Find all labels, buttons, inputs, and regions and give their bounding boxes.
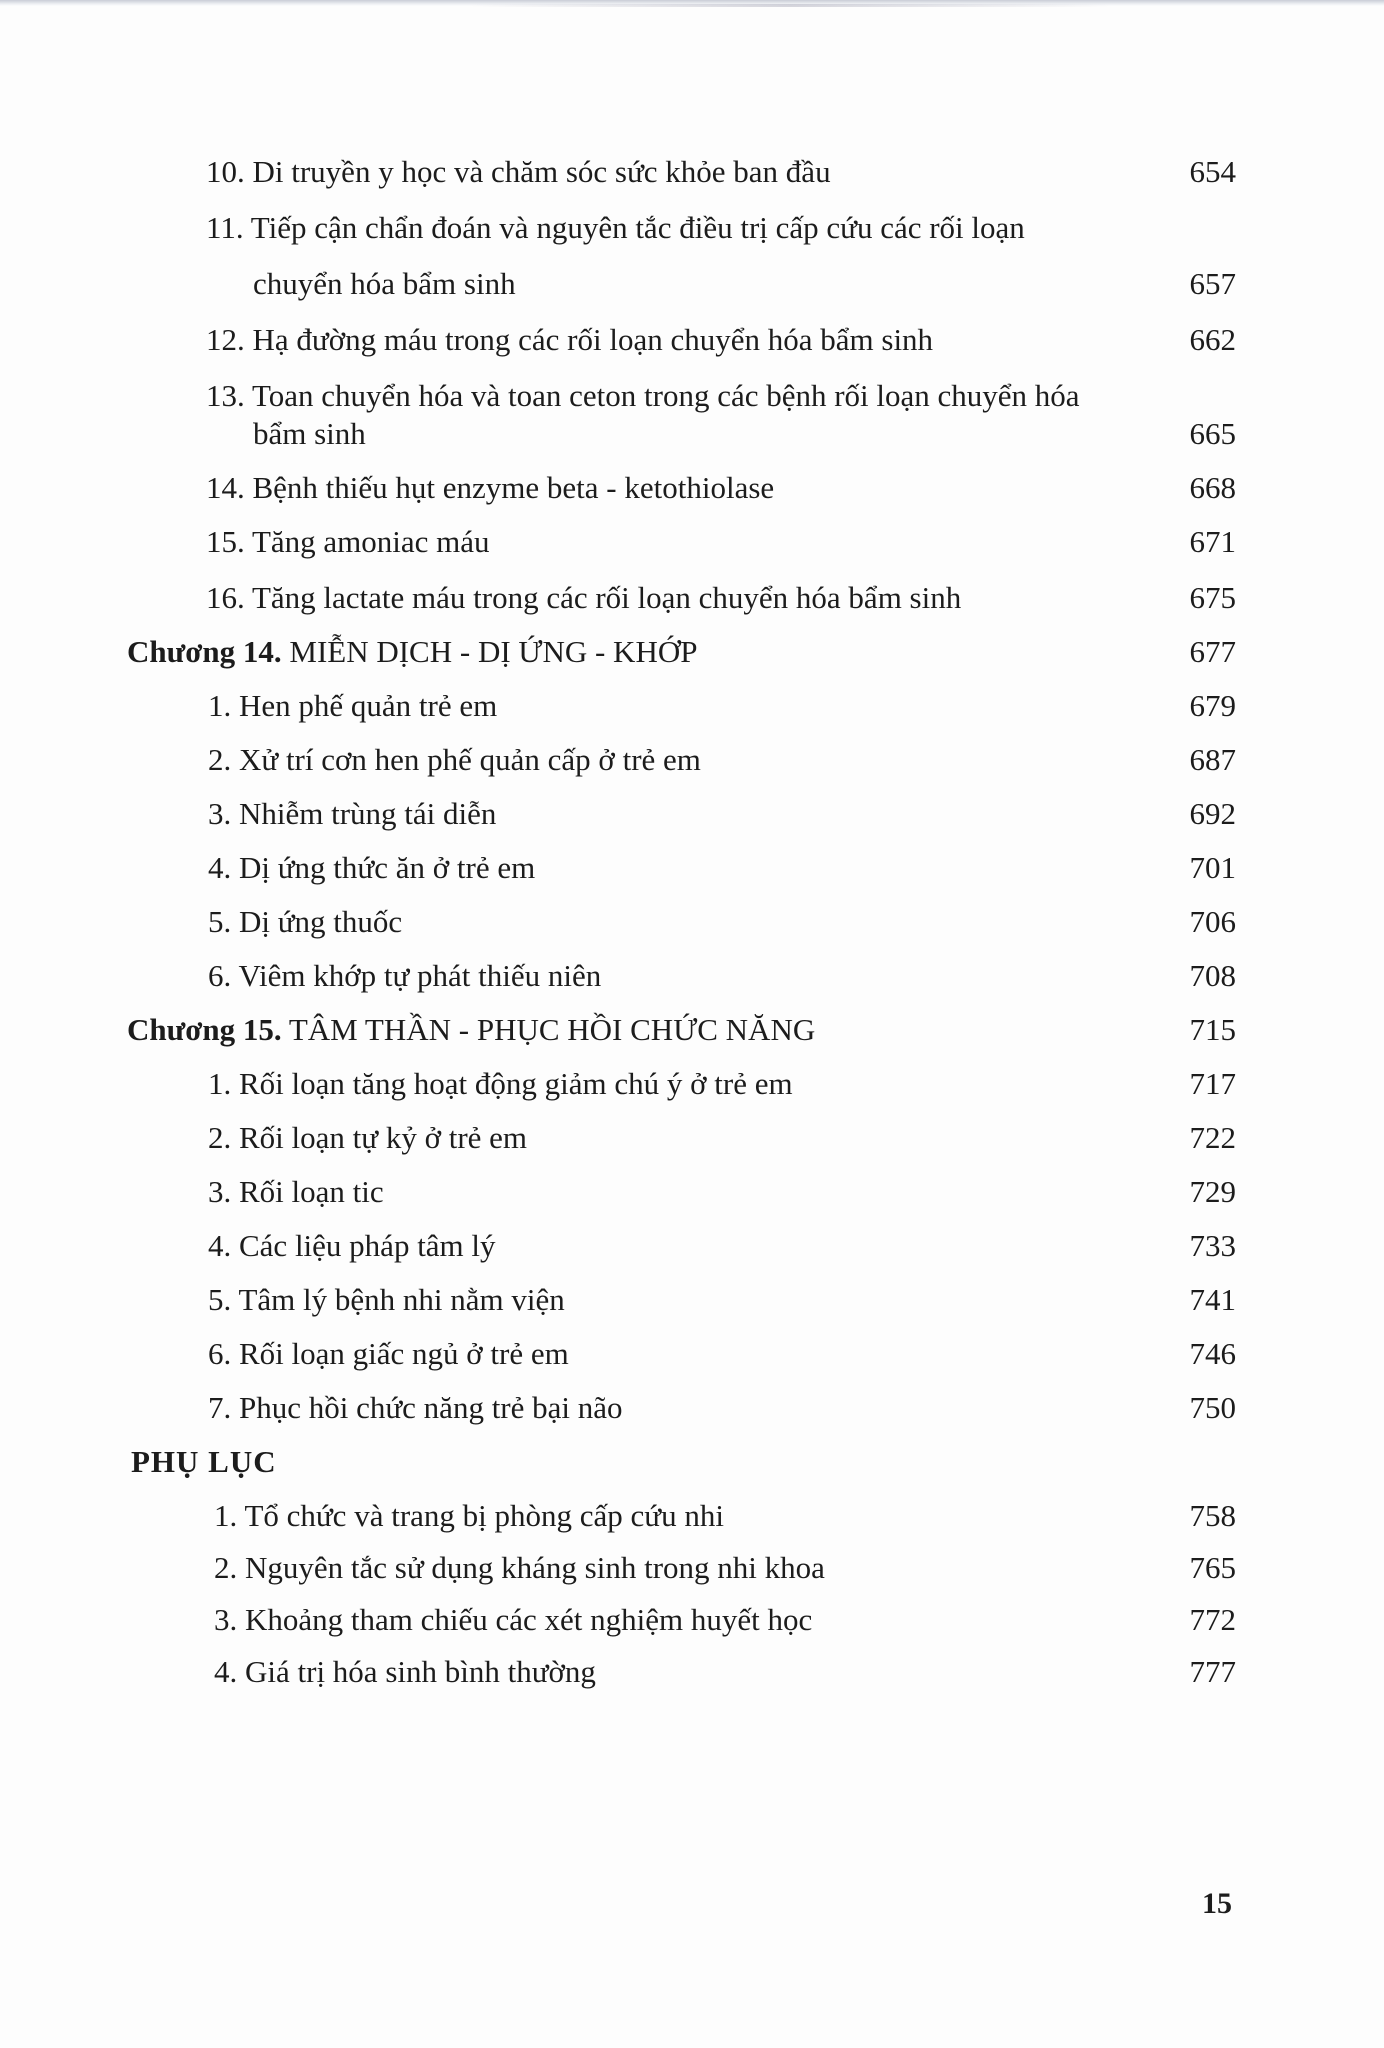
toc-entry-page: 717 [1189, 1066, 1236, 1101]
toc-entry-title: 11. Tiếp cận chẩn đoán và nguyên tắc điều trị cấp cứu các rối loạn [206, 210, 1025, 245]
toc-entry-title: 16. Tăng lactate máu trong các rối loạn chuyển hóa bẩm sinh [206, 580, 962, 615]
toc-entry-page: 692 [1189, 796, 1236, 831]
toc-entry-title: 5. Dị ứng thuốc [208, 904, 403, 939]
toc-entry [0, 1492, 1384, 1540]
chapter-label: Chương 15. [127, 1012, 282, 1047]
toc-entry [0, 204, 1384, 252]
toc-entry [0, 790, 1384, 838]
toc-entry-page: 729 [1189, 1174, 1236, 1209]
toc-entry-page: 687 [1189, 742, 1236, 777]
toc-entry [0, 1060, 1384, 1108]
toc-entry-page: 677 [1189, 634, 1236, 669]
page-number: 15 [1202, 1887, 1232, 1920]
toc-entry-page: 777 [1189, 1654, 1236, 1689]
toc-entry-page: 750 [1189, 1390, 1236, 1425]
toc-entry [0, 1222, 1384, 1270]
toc-entry [0, 1276, 1384, 1324]
chapter-label: Chương 14. [127, 634, 282, 669]
toc-entry-title: 3. Rối loạn tic [208, 1174, 384, 1209]
toc-entry [0, 148, 1384, 196]
chapter-heading [127, 628, 697, 676]
toc-entry-page: 654 [1189, 154, 1236, 189]
toc-entry-title: 5. Tâm lý bệnh nhi nằm viện [208, 1282, 565, 1317]
toc-entry-page: 657 [1189, 266, 1236, 301]
toc-entry-page: 675 [1189, 580, 1236, 615]
toc-entry-page: 671 [1189, 524, 1236, 559]
toc-entry [0, 682, 1384, 730]
toc-entry [0, 1596, 1384, 1644]
toc-entry-page: 722 [1189, 1120, 1236, 1155]
toc-entry-page: 708 [1189, 958, 1236, 993]
toc-entry-title: 3. Nhiễm trùng tái diễn [208, 796, 497, 831]
chapter-heading-15 [0, 1006, 1384, 1054]
toc-entry-page: 765 [1189, 1550, 1236, 1585]
toc-entry-page: 741 [1189, 1282, 1236, 1317]
toc-entry [0, 736, 1384, 784]
chapter-heading [127, 1006, 815, 1054]
toc-entry-page: 746 [1189, 1336, 1236, 1371]
toc-entry-title: bẩm sinh [253, 416, 366, 451]
toc-entry-title: 4. Các liệu pháp tâm lý [208, 1228, 496, 1263]
toc-entry [0, 952, 1384, 1000]
toc-entry-title: 1. Tổ chức và trang bị phòng cấp cứu nhi [214, 1498, 724, 1533]
toc-entry [0, 1330, 1384, 1378]
toc-entry-title: 4. Giá trị hóa sinh bình thường [214, 1654, 596, 1689]
toc-entry [0, 898, 1384, 946]
toc-entry-title: 2. Xử trí cơn hen phế quản cấp ở trẻ em [208, 742, 701, 777]
toc-entry-page: 706 [1189, 904, 1236, 939]
toc-entry-page: 665 [1189, 416, 1236, 451]
toc-entry [0, 1384, 1384, 1432]
toc-entry-continuation [0, 260, 1384, 308]
toc-entry-title: 1. Hen phế quản trẻ em [208, 688, 498, 723]
toc-entry-page: 733 [1189, 1228, 1236, 1263]
toc-entry-page: 715 [1189, 1012, 1236, 1047]
toc-entry-title: 7. Phục hồi chức năng trẻ bại não [208, 1390, 623, 1425]
toc-entry [0, 1114, 1384, 1162]
chapter-title: TÂM THẦN - PHỤC HỒI CHỨC NĂNG [288, 1012, 816, 1047]
scan-artifact [470, 4, 1110, 7]
toc-entry-page: 679 [1189, 688, 1236, 723]
toc-entry [0, 316, 1384, 364]
toc-entry-continuation [0, 410, 1384, 458]
appendix-title: PHỤ LỤC [131, 1444, 277, 1479]
toc-entry-page: 758 [1189, 1498, 1236, 1533]
toc-entry-page: 668 [1189, 470, 1236, 505]
toc-entry-title: 6. Viêm khớp tự phát thiếu niên [208, 958, 602, 993]
chapter-title: MIỄN DỊCH - DỊ ỨNG - KHỚP [289, 634, 698, 669]
toc-entry-title: chuyển hóa bẩm sinh [253, 266, 516, 301]
toc-entry-title: 10. Di truyền y học và chăm sóc sức khỏe ban đầu [206, 154, 831, 189]
toc-entry-title: 2. Nguyên tắc sử dụng kháng sinh trong nhi khoa [214, 1550, 825, 1585]
toc-entry [0, 1168, 1384, 1216]
toc-entry-title: 6. Rối loạn giấc ngủ ở trẻ em [208, 1336, 569, 1371]
toc-entry-title: 13. Toan chuyển hóa và toan ceton trong các bệnh rối loạn chuyển hóa [206, 378, 1080, 413]
toc-entry [0, 518, 1384, 566]
toc-entry-title: 15. Tăng amoniac máu [206, 524, 490, 559]
toc-entry-title: 14. Bệnh thiếu hụt enzyme beta - ketothiolase [206, 470, 775, 505]
toc-entry-title: 2. Rối loạn tự kỷ ở trẻ em [208, 1120, 528, 1155]
toc-entry [0, 464, 1384, 512]
toc-entry-title: 12. Hạ đường máu trong các rối loạn chuyển hóa bẩm sinh [206, 322, 934, 357]
toc-entry [0, 574, 1384, 622]
toc-entry [0, 1544, 1384, 1592]
chapter-heading-14 [0, 628, 1384, 676]
toc-entry-title: 3. Khoảng tham chiếu các xét nghiệm huyết học [214, 1602, 813, 1637]
toc-entry-title: 1. Rối loạn tăng hoạt động giảm chú ý ở trẻ em [208, 1066, 793, 1101]
toc-entry-page: 701 [1189, 850, 1236, 885]
toc-entry-page: 772 [1189, 1602, 1236, 1637]
toc-entry [0, 1648, 1384, 1696]
toc-entry-title: 4. Dị ứng thức ăn ở trẻ em [208, 850, 536, 885]
appendix-heading [0, 1438, 1384, 1486]
toc-entry [0, 844, 1384, 892]
toc-entry-page: 662 [1189, 322, 1236, 357]
